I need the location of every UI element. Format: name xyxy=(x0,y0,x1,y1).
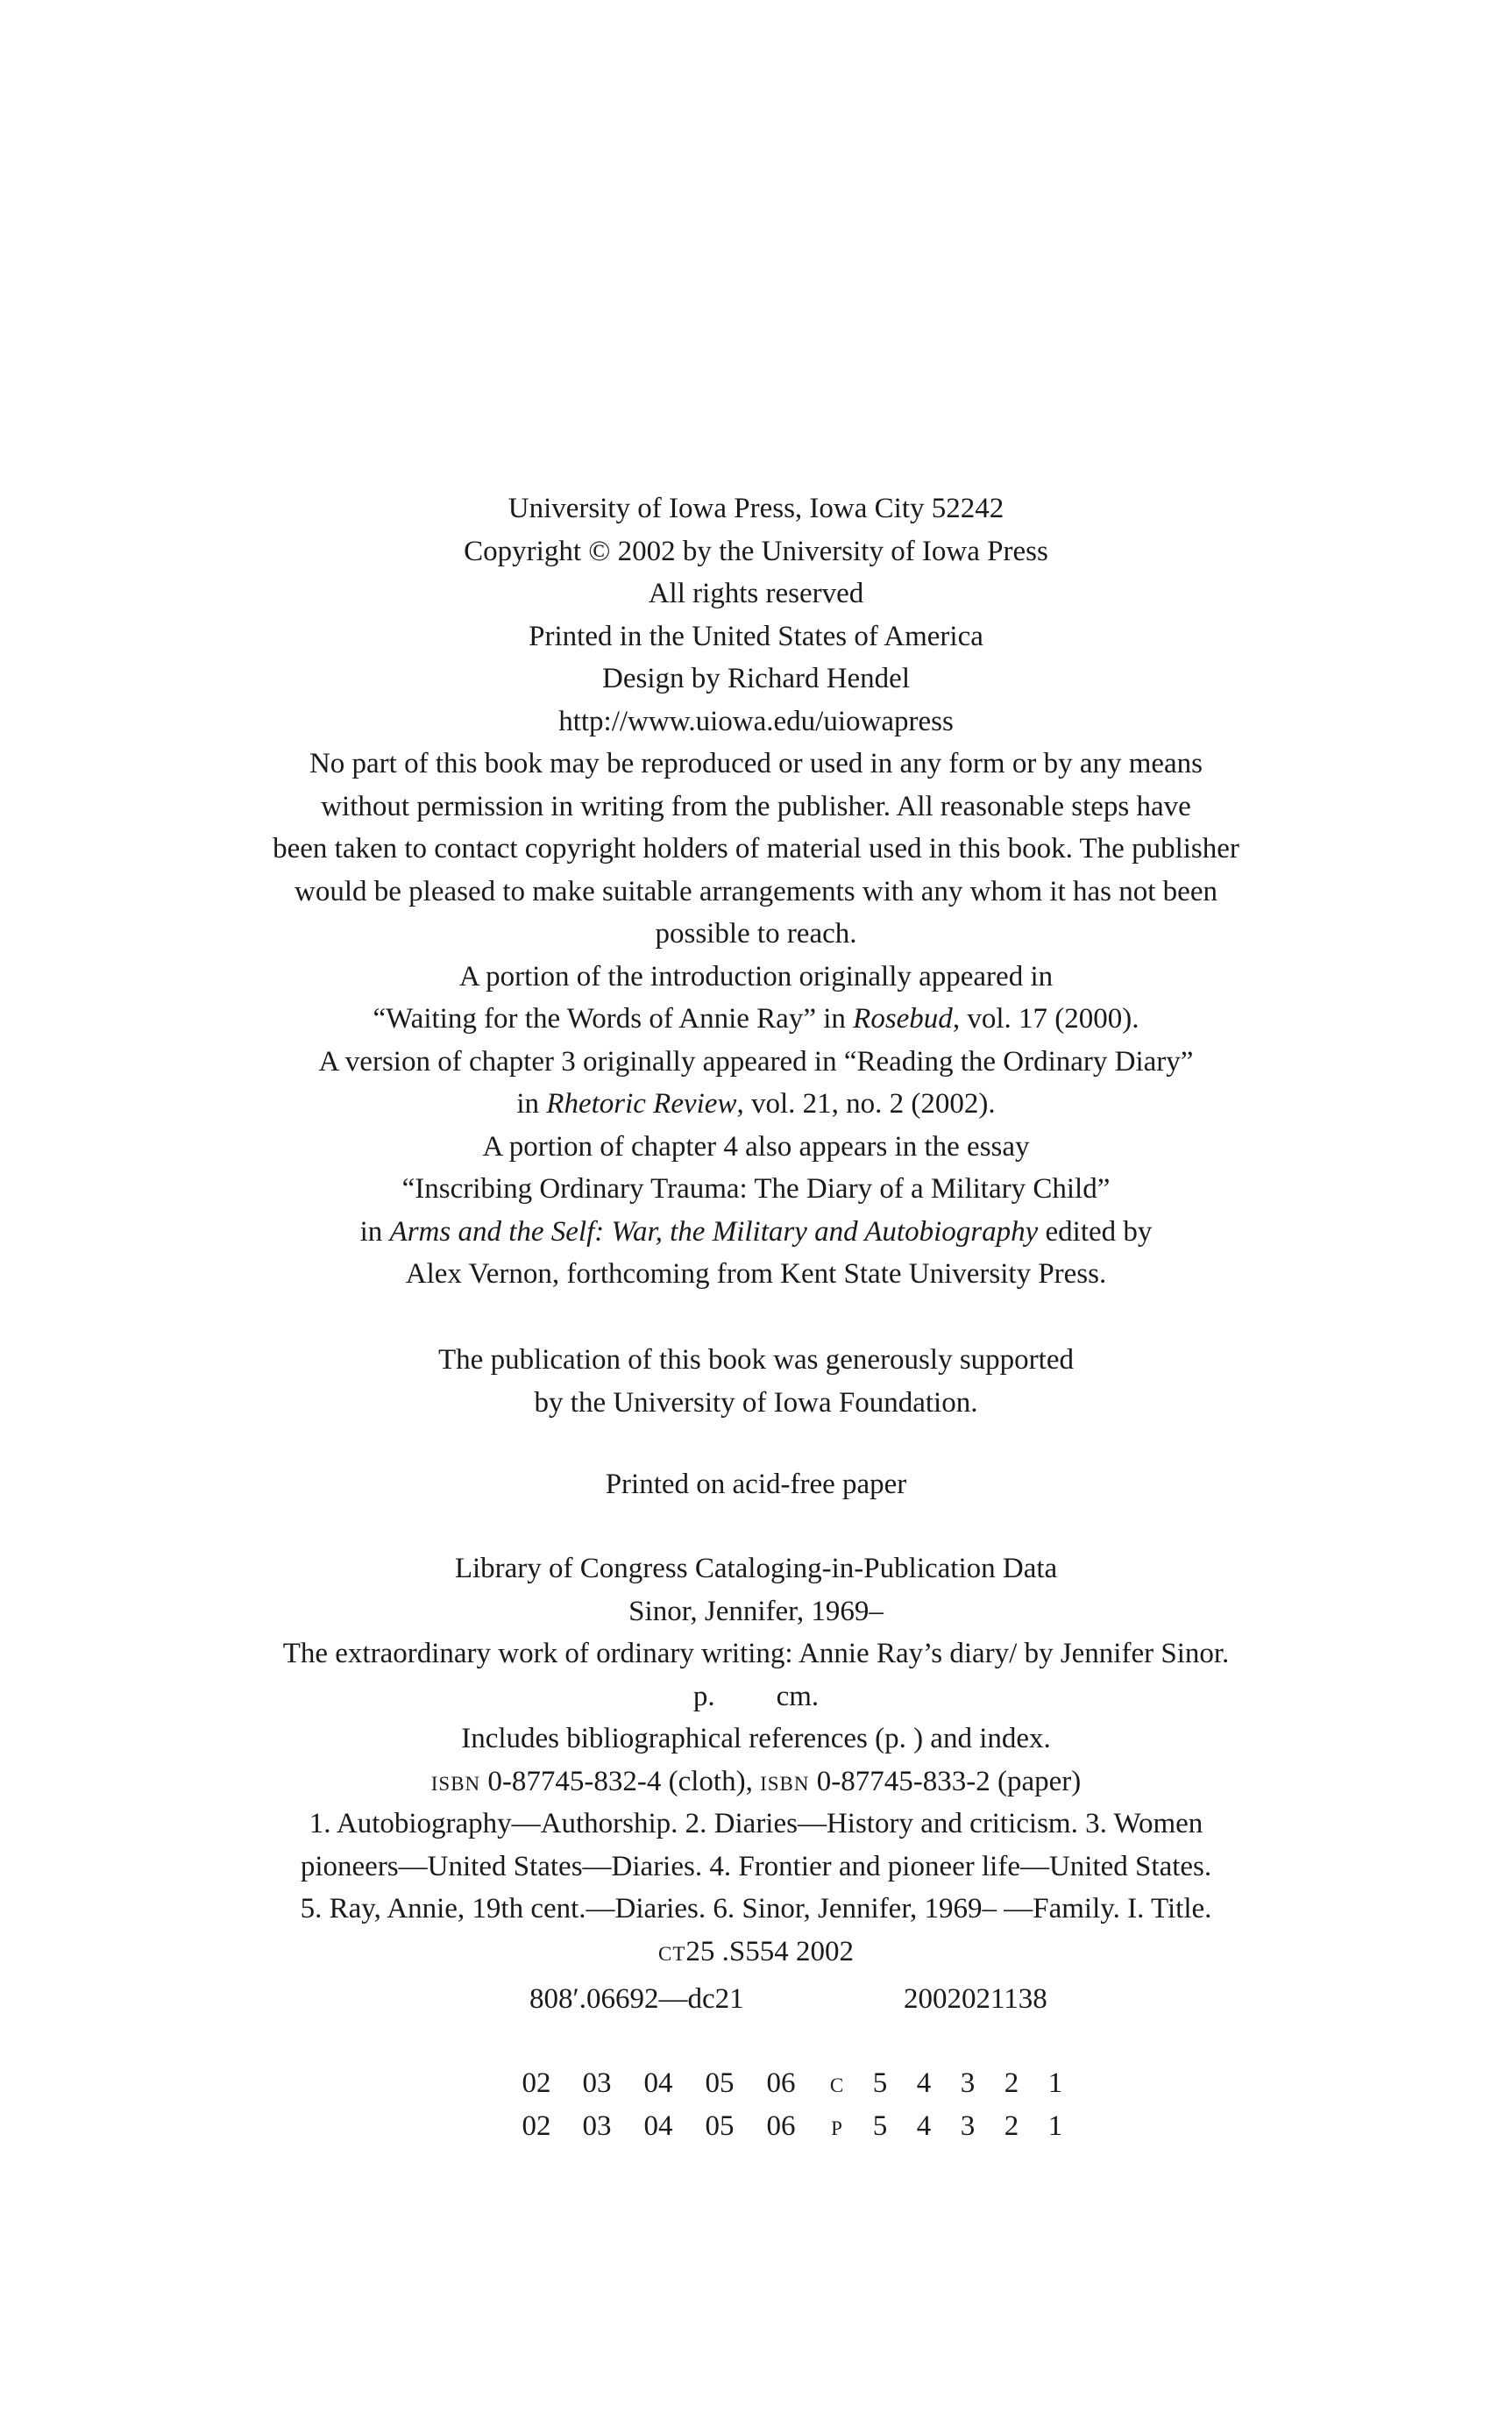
printed-in-line: Printed in the United States of America xyxy=(529,620,983,652)
isbn-label: isbn xyxy=(760,1765,810,1797)
publisher-url: http://www.uiowa.edu/uiowapress xyxy=(558,705,954,737)
support-line: The publication of this book was generously supported xyxy=(438,1344,1074,1376)
journal-title: Rhetoric Review xyxy=(546,1088,737,1120)
notice-line: been taken to contact copyright holders of material used in this book. The publisher xyxy=(273,833,1239,864)
design-line: Design by Richard Hendel xyxy=(602,663,910,694)
print-line-cell: 05 xyxy=(705,2109,735,2142)
print-line-cell: 1 xyxy=(1047,2109,1063,2142)
imprint-block xyxy=(0,487,1512,1296)
cip-heading: Library of Congress Cataloging-in-Publication Data xyxy=(454,1553,1058,1584)
print-line-cell: 1 xyxy=(1047,2067,1063,2099)
notice-line: would be pleased to make suitable arrangements with any whom it has not been xyxy=(295,875,1217,907)
credit-line xyxy=(0,998,1512,1041)
cip-bibliography: Includes bibliographical references (p. ) and index. xyxy=(461,1723,1051,1754)
credit-line: A version of chapter 3 originally appeared in “Reading the Ordinary Diary” xyxy=(318,1045,1194,1078)
print-line-cell: c xyxy=(829,2067,845,2099)
print-line-cell: 5 xyxy=(872,2067,888,2099)
cip-block xyxy=(0,1547,1512,1973)
print-line-cell: 2 xyxy=(1004,2109,1019,2142)
cip-lc-class xyxy=(0,1931,1512,1974)
cip-cm: cm. xyxy=(776,1680,820,1712)
print-line-cell: 4 xyxy=(916,2067,932,2099)
copyright-line: Copyright © 2002 by the University of Iowa Press xyxy=(464,535,1048,567)
cip-author: Sinor, Jennifer, 1969– xyxy=(628,1595,884,1627)
credit-text: in xyxy=(516,1088,547,1120)
print-line-cell: 5 xyxy=(872,2109,888,2142)
print-line-cell: 03 xyxy=(582,2109,612,2142)
credit-text: , vol. 21, no. 2 (2002). xyxy=(736,1088,996,1120)
print-line-cell: 02 xyxy=(522,2067,551,2099)
credit-line: “Inscribing Ordinary Trauma: The Diary of a Military Child” xyxy=(401,1173,1111,1205)
notice-line: No part of this book may be reproduced or used in any form or by any means xyxy=(309,748,1203,779)
print-line-cell: 04 xyxy=(643,2109,673,2142)
credit-text: in xyxy=(359,1215,390,1248)
credit-line xyxy=(0,1211,1512,1254)
print-line-cloth xyxy=(0,2062,1512,2105)
print-line-cell: 05 xyxy=(705,2067,735,2099)
cip-title: The extraordinary work of ordinary writing: Annie Ray’s diary/ by Jennifer Sinor. xyxy=(282,1638,1230,1669)
lc-class-prefix: ct xyxy=(658,1935,686,1967)
print-lines xyxy=(0,2062,1512,2147)
print-line-cell: 02 xyxy=(522,2109,551,2142)
publisher-line: University of Iowa Press, Iowa City 52242 xyxy=(508,493,1004,524)
print-line-cell: 06 xyxy=(766,2109,796,2142)
credit-text: , vol. 17 (2000). xyxy=(952,1003,1139,1035)
credit-text: “Waiting for the Words of Annie Ray” in xyxy=(373,1003,854,1035)
paper-block xyxy=(0,1463,1512,1506)
isbn-label: isbn xyxy=(430,1765,481,1797)
cip-isbn xyxy=(0,1761,1512,1803)
lc-class-number: 25 .S554 2002 xyxy=(685,1935,854,1967)
cip-subject-line: pioneers—United States—Diaries. 4. Frontier and pioneer life—United States. xyxy=(300,1850,1212,1882)
isbn-value: 0-87745-833-2 (paper) xyxy=(809,1765,1082,1797)
isbn-value: 0-87745-832-4 (cloth), xyxy=(480,1765,761,1797)
print-line-cell: 4 xyxy=(916,2109,932,2142)
cip-subject-line: 1. Autobiography—Authorship. 2. Diaries—History and criticism. 3. Women xyxy=(309,1808,1203,1839)
print-line-cell: 06 xyxy=(766,2067,796,2099)
print-line-cell: 03 xyxy=(582,2067,612,2099)
print-line-cell: 3 xyxy=(960,2067,976,2099)
cip-subject-line: 5. Ray, Annie, 19th cent.—Diaries. 6. Sinor, Jennifer, 1969– —Family. I. Title. xyxy=(300,1893,1212,1924)
dewey-number: 808′.06692—dc21 xyxy=(529,1983,744,2015)
cip-pages-cm xyxy=(0,1675,1512,1718)
print-line-cell: 2 xyxy=(1004,2067,1019,2099)
notice-line: without permission in writing from the publisher. All reasonable steps have xyxy=(321,790,1191,822)
support-line: by the University of Iowa Foundation. xyxy=(534,1386,978,1419)
credit-line xyxy=(0,1083,1512,1126)
notice-line: possible to reach. xyxy=(655,918,857,950)
lccn-number: 2002021138 xyxy=(904,1983,1047,2015)
credit-line: A portion of chapter 4 also appears in the essay xyxy=(482,1130,1030,1163)
acid-free-line: Printed on acid-free paper xyxy=(605,1469,907,1500)
rights-line: All rights reserved xyxy=(648,578,864,609)
print-line-cell: 3 xyxy=(960,2109,976,2142)
journal-title: Rosebud xyxy=(853,1003,953,1035)
print-line-paper xyxy=(0,2105,1512,2148)
credit-line: Alex Vernon, forthcoming from Kent State University Press. xyxy=(405,1258,1107,1290)
cip-pages: p. xyxy=(692,1680,715,1712)
book-title: Arms and the Self: War, the Military and Autobiography xyxy=(389,1215,1039,1248)
credit-text: edited by xyxy=(1038,1215,1153,1248)
print-line-cell: p xyxy=(831,2109,843,2142)
support-block xyxy=(0,1339,1512,1424)
credit-line: A portion of the introduction originally appeared in xyxy=(458,960,1054,992)
print-line-cell: 04 xyxy=(643,2067,673,2099)
